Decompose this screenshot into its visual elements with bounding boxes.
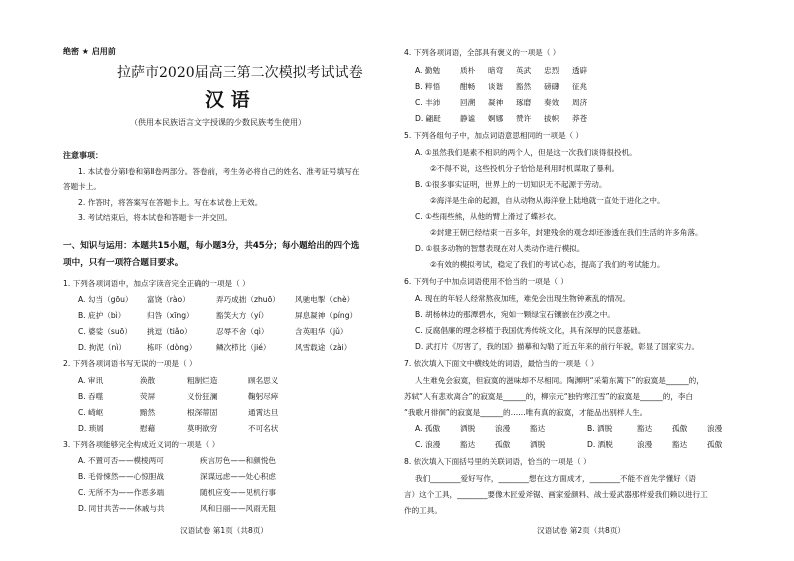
option-word: 豁达 xyxy=(637,424,653,433)
question-8-stem: 8. 依次填入下面括号里的关联词语，恰当的一项是（ ） xyxy=(404,457,591,466)
option-word: 琢磨 xyxy=(516,98,532,107)
option-a: A. 孤傲 xyxy=(415,424,441,433)
option-c: C. 丰沛 xyxy=(415,98,441,107)
option-word: 富饶（rào） xyxy=(147,295,190,304)
option-word: 豁达 xyxy=(530,424,546,433)
option-b: B. 庇护（bì） xyxy=(78,311,126,320)
option-b: B. 毛骨悚然——心惊胆战 xyxy=(78,472,164,481)
option-line: ②有效的模拟考试，稳定了我们的考试心态，提高了我们的考试能力。 xyxy=(430,260,665,269)
option-word: 浪漫 xyxy=(707,424,723,433)
option-a: A. 勾当（gōu） xyxy=(78,295,133,304)
option-word: 婀娜 xyxy=(488,114,504,123)
option-b: B. 粹悟 xyxy=(415,82,441,91)
option-word: 慰藉 xyxy=(140,424,156,433)
option-word: 凝神 xyxy=(488,98,504,107)
option-word: 拔帜 xyxy=(544,114,560,123)
option-c: C. 无所不为——作恶多端 xyxy=(78,488,165,497)
option-b: B. 洒脱 xyxy=(587,424,613,433)
option-d: D. 翩跹 xyxy=(415,114,441,123)
option-c: C. 婆娑（suō） xyxy=(78,327,132,336)
passage-line: “我歌月徘徊”的寂寞是______的……唯有真的寂寞，才能品出别样人生。 xyxy=(404,408,648,417)
option-word: 屏息凝神（píng） xyxy=(295,311,358,320)
option-word: 忠烈 xyxy=(544,66,560,75)
option-word: 风驰电掣（chè） xyxy=(295,295,355,304)
option-word: 风雪载途（zài） xyxy=(295,343,352,352)
passage-line: 苏轼“人有悲欢离合”的寂寞是______的，柳宗元“独钓寒江雪”的寂寞是______的，李白 xyxy=(404,392,694,401)
option-a: A. 不置可否——模棱两可 xyxy=(78,456,164,465)
option-b: B. 胡杨林边的那潭碧水，宛如一颗绿宝石镶嵌在沙漠之中。 xyxy=(415,310,615,319)
option-word: 回溯 xyxy=(460,98,476,107)
option-word: 静谧 xyxy=(460,114,476,123)
section-heading: 项中，只有一项符合题目要求。 xyxy=(63,258,184,268)
question-2-stem: 2. 下列各项词语书写无误的一项是（ ） xyxy=(63,359,197,368)
option-word: 含英咀华（jǔ） xyxy=(295,327,348,336)
option-d: D. ①很多动物的智慧表现在对人类动作进行模拟。 xyxy=(415,244,585,253)
option-a: A. ①虽然我们是素不相识的两个人，但是这一次我们谈得很投机。 xyxy=(415,148,637,157)
page-footer: 汉语试卷 第1页（共8页） xyxy=(180,526,269,535)
option-word: 豁笑大方（yí） xyxy=(216,311,269,320)
option-word: 赞许 xyxy=(516,114,532,123)
option-word: 英武 xyxy=(516,66,532,75)
option-word: 粗制烂造 xyxy=(187,376,218,385)
option-d: D. 武打片《厉害了，我的国》描摹和勾勒了近五年来的前行年貌，彰显了国家实力。 xyxy=(415,342,700,351)
right-page xyxy=(397,0,794,561)
section-heading: 一、知识与运用：本题共15小题，每小题3分，共45分；每小题给出的四个选 xyxy=(63,241,360,251)
option-word: 孤傲 xyxy=(672,424,688,433)
option-word: 豁然 xyxy=(516,82,532,91)
option-word: 奏效 xyxy=(544,98,560,107)
option-a: A. 勤勉 xyxy=(415,66,441,75)
question-5-stem: 5. 下列各组句子中，加点词语意思相同的一项是（ ） xyxy=(404,131,584,140)
option-line: ②不得不说，这些投机分子恰恰是利用时机谋取了暴利。 xyxy=(430,164,620,173)
option-word: 征兆 xyxy=(572,82,588,91)
question-1-stem: 1. 下列各项词语中，加点字读音完全正确的一项是（ ） xyxy=(63,279,250,288)
option-word: 酣畅 xyxy=(460,82,476,91)
option-word: 莽苍 xyxy=(572,114,588,123)
option-word: 洒脱 xyxy=(530,440,546,449)
option-d: D. 洒脱 xyxy=(587,440,613,449)
option-word: 不可名状 xyxy=(248,424,279,433)
option-c: C. 反腐倡廉的理念移植于我国优秀传统文化，具有深厚的民意基础。 xyxy=(415,326,646,335)
option-word: 根深蒂固 xyxy=(187,408,218,417)
passage-line: 人生难免会寂寞，但寂寞的滋味却不尽相同。陶渊明“采菊东篱下”的寂寞是______的， xyxy=(415,376,704,385)
option-word: 涣散 xyxy=(140,376,156,385)
option-word: 质朴 xyxy=(460,66,476,75)
option-word: 弄巧成拙（zhuō） xyxy=(216,295,280,304)
exam-title: 拉萨市2020届高三第二次模拟考试试卷 xyxy=(117,65,363,81)
option-word: 磅礴 xyxy=(544,82,560,91)
option-b: B. 吞噬 xyxy=(78,392,104,401)
notes-title: 注意事项： xyxy=(63,151,103,160)
option-c: C. ①些雨些熊，从他的臂上滑过了蝶衫衣。 xyxy=(415,212,562,221)
audience-note: （供用本民族语言文字授课的少数民族考生使用） xyxy=(130,118,306,127)
subject-title: 汉 语 xyxy=(205,89,250,111)
option-word: 浪漫 xyxy=(637,440,653,449)
option-word: 洒脱 xyxy=(460,424,476,433)
passage-line: 言）这个工具，________要像木匠爱斧锯、画家爱颜料、战士爱武器那样爱我们赖以进行工 xyxy=(404,490,708,499)
question-7-stem: 7. 依次填入下面文中横线处的词语，最恰当的一项是（ ） xyxy=(404,359,599,368)
option-word: 孤傲 xyxy=(707,440,723,449)
option-word: 疾言厉色——和颜悦色 xyxy=(200,456,276,465)
option-word: 周济 xyxy=(572,98,588,107)
option-word: 鳞次栉比（jié） xyxy=(216,343,271,352)
option-word: 孤傲 xyxy=(495,440,511,449)
option-b: B. ①很多事实证明，世界上的一切知识无不起源于劳动。 xyxy=(415,180,607,189)
option-word: 浪漫 xyxy=(495,424,511,433)
option-c: C. 浪漫 xyxy=(415,440,441,449)
option-word: 随机应变——见机行事 xyxy=(200,488,276,497)
note-item: 1. 本试卷分第Ⅰ卷和第Ⅱ卷两部分。答卷前，考生务必将自己的姓名、准考证号填写在 xyxy=(78,167,360,176)
option-word: 义份狂澜 xyxy=(187,392,218,401)
option-word: 归咎（xīng） xyxy=(147,311,194,320)
option-d: D. 琐屑 xyxy=(78,424,104,433)
option-word: 豁达 xyxy=(460,440,476,449)
page-footer: 汉语试卷 第2页（共8页） xyxy=(537,526,626,535)
option-word: 忍辱不舍（qì） xyxy=(216,327,269,336)
option-word: 透辟 xyxy=(572,66,588,75)
option-word: 深谋远虑——处心积虑 xyxy=(200,472,276,481)
option-word: 通霄达旦 xyxy=(248,408,279,417)
secret-label: 绝密 ★ 启用前 xyxy=(63,47,116,56)
option-word: 黯然 xyxy=(140,408,156,417)
option-word: 莫明欲穷 xyxy=(187,424,218,433)
option-a: A. 审讯 xyxy=(78,376,104,385)
option-word: 栋吓（dòng） xyxy=(147,343,197,352)
option-line: ②封建王朝已经结束一百多年，封建残余的观念却还渗透在我们生活的许多角落。 xyxy=(430,228,703,237)
option-d: D. 拘泥（nì） xyxy=(78,343,126,352)
option-line: ②海洋是生命的起源，自从动物从海洋登上陆地就一直处于进化之中。 xyxy=(430,196,665,205)
question-6-stem: 6. 下列句子中加点词语使用不恰当的一项是（ ） xyxy=(404,277,568,286)
option-c: C. 崎岖 xyxy=(78,408,104,417)
note-item: 3. 考试结束后，将本试卷和答题卡一并交回。 xyxy=(78,213,232,222)
option-word: 风和日丽——风雨无阻 xyxy=(200,504,276,513)
option-word: 暗弯 xyxy=(488,66,504,75)
option-d: D. 同甘共苦——休戚与共 xyxy=(78,504,165,513)
option-word: 挑逗（tiǎo） xyxy=(147,327,192,336)
option-word: 谈谐 xyxy=(488,82,504,91)
note-item: 2. 作答时，将答案写在答题卡上。写在本试卷上无效。 xyxy=(78,198,263,207)
option-word: 鞠躬尽瘁 xyxy=(248,392,279,401)
option-word: 荧屏 xyxy=(140,392,156,401)
question-3-stem: 3. 下列各项能够完全构成近义词的一项是（ ） xyxy=(63,440,220,449)
option-word: 豁达 xyxy=(672,440,688,449)
question-4-stem: 4. 下列各项词语，全部具有褒义的一项是（ ） xyxy=(404,48,561,57)
note-item: 答题卡上。 xyxy=(63,182,101,191)
passage-line: 作的工具。 xyxy=(404,506,442,515)
passage-line: 我们________爱好写作，________想在这方面成才，________不能不首先学懂好（语 xyxy=(415,474,696,483)
option-a: A. 现在的年轻人经常熬夜加班，难免会出现生物钟紊乱的情况。 xyxy=(415,294,630,303)
option-word: 顾名思义 xyxy=(248,376,279,385)
